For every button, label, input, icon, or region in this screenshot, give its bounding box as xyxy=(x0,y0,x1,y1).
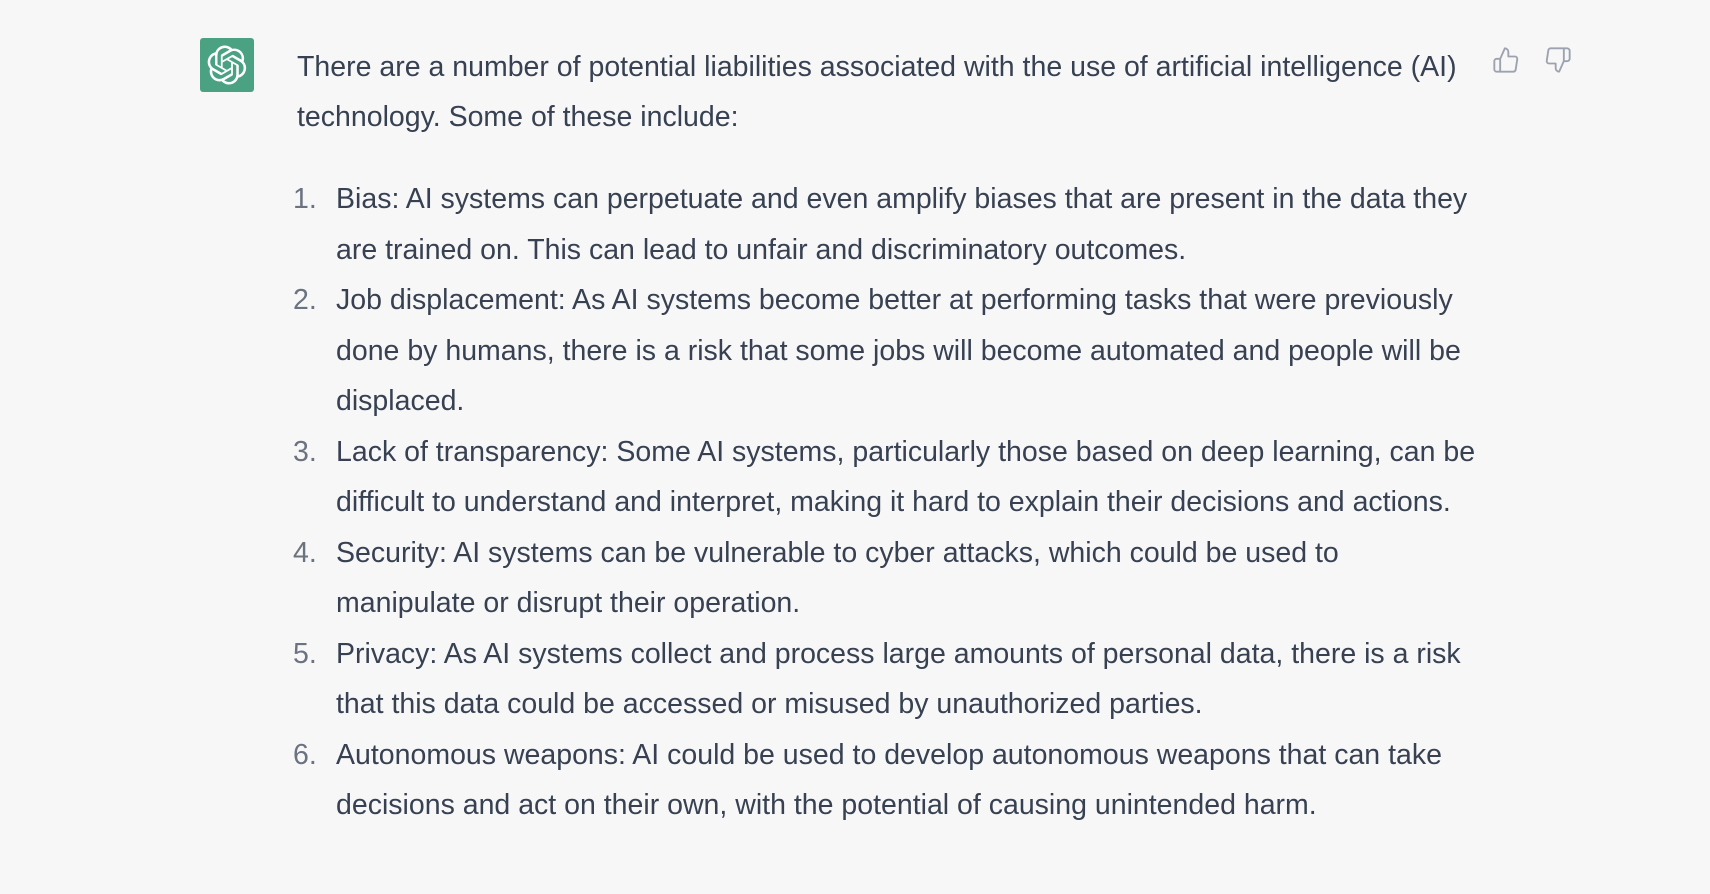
message-content xyxy=(293,42,1477,831)
list-item-number: 2. xyxy=(293,284,317,316)
list-item-number: 5. xyxy=(293,637,317,670)
list-item-text: Security: AI systems can be vulnerable to cyber attacks, which could be used to manipulate or disrupt their operation. xyxy=(336,536,1339,619)
list-item-number: 4. xyxy=(293,536,317,569)
list-item xyxy=(293,528,1477,629)
list-item-number: 3. xyxy=(293,435,317,468)
list-item-text: Lack of transparency: Some AI systems, particularly those based on deep learning, can be difficult to understand and interpret, making it hard to explain their decisions and actions. xyxy=(336,435,1476,518)
thumbs-down-icon xyxy=(1544,46,1572,74)
openai-logo-icon xyxy=(207,45,247,85)
list-item xyxy=(293,275,1477,427)
thumbs-down-button[interactable] xyxy=(1544,44,1572,76)
thumbs-up-icon xyxy=(1492,46,1520,74)
list-item-text: Job displacement: As AI systems become better at performing tasks that were previously done by humans, there is a risk that some jobs will become automated and people will be displaced. xyxy=(336,284,1461,417)
list-item xyxy=(293,629,1477,730)
list-item-text: Bias: AI systems can perpetuate and even amplify biases that are present in the data they are trained on. This can lead to unfair and discriminatory outcomes. xyxy=(336,183,1468,266)
list-item xyxy=(293,730,1477,831)
liabilities-list xyxy=(293,174,1477,831)
list-item xyxy=(293,174,1477,275)
feedback-buttons xyxy=(1492,44,1572,76)
list-item-number: 1. xyxy=(293,183,317,215)
list-item-text: Autonomous weapons: AI could be used to develop autonomous weapons that can take decisions and act on their own, with the potential of causing unintended harm. xyxy=(336,738,1442,821)
message-intro: There are a number of potential liabilities associated with the use of artificial intelligence (AI) technology. Some of these include: xyxy=(297,51,1457,133)
assistant-avatar xyxy=(200,38,254,92)
list-item-text: Privacy: As AI systems collect and process large amounts of personal data, there is a risk that this data could be accessed or misused by unauthorized parties. xyxy=(336,637,1461,720)
list-item xyxy=(293,427,1477,528)
list-item-number: 6. xyxy=(293,738,317,771)
thumbs-up-button[interactable] xyxy=(1492,44,1520,76)
